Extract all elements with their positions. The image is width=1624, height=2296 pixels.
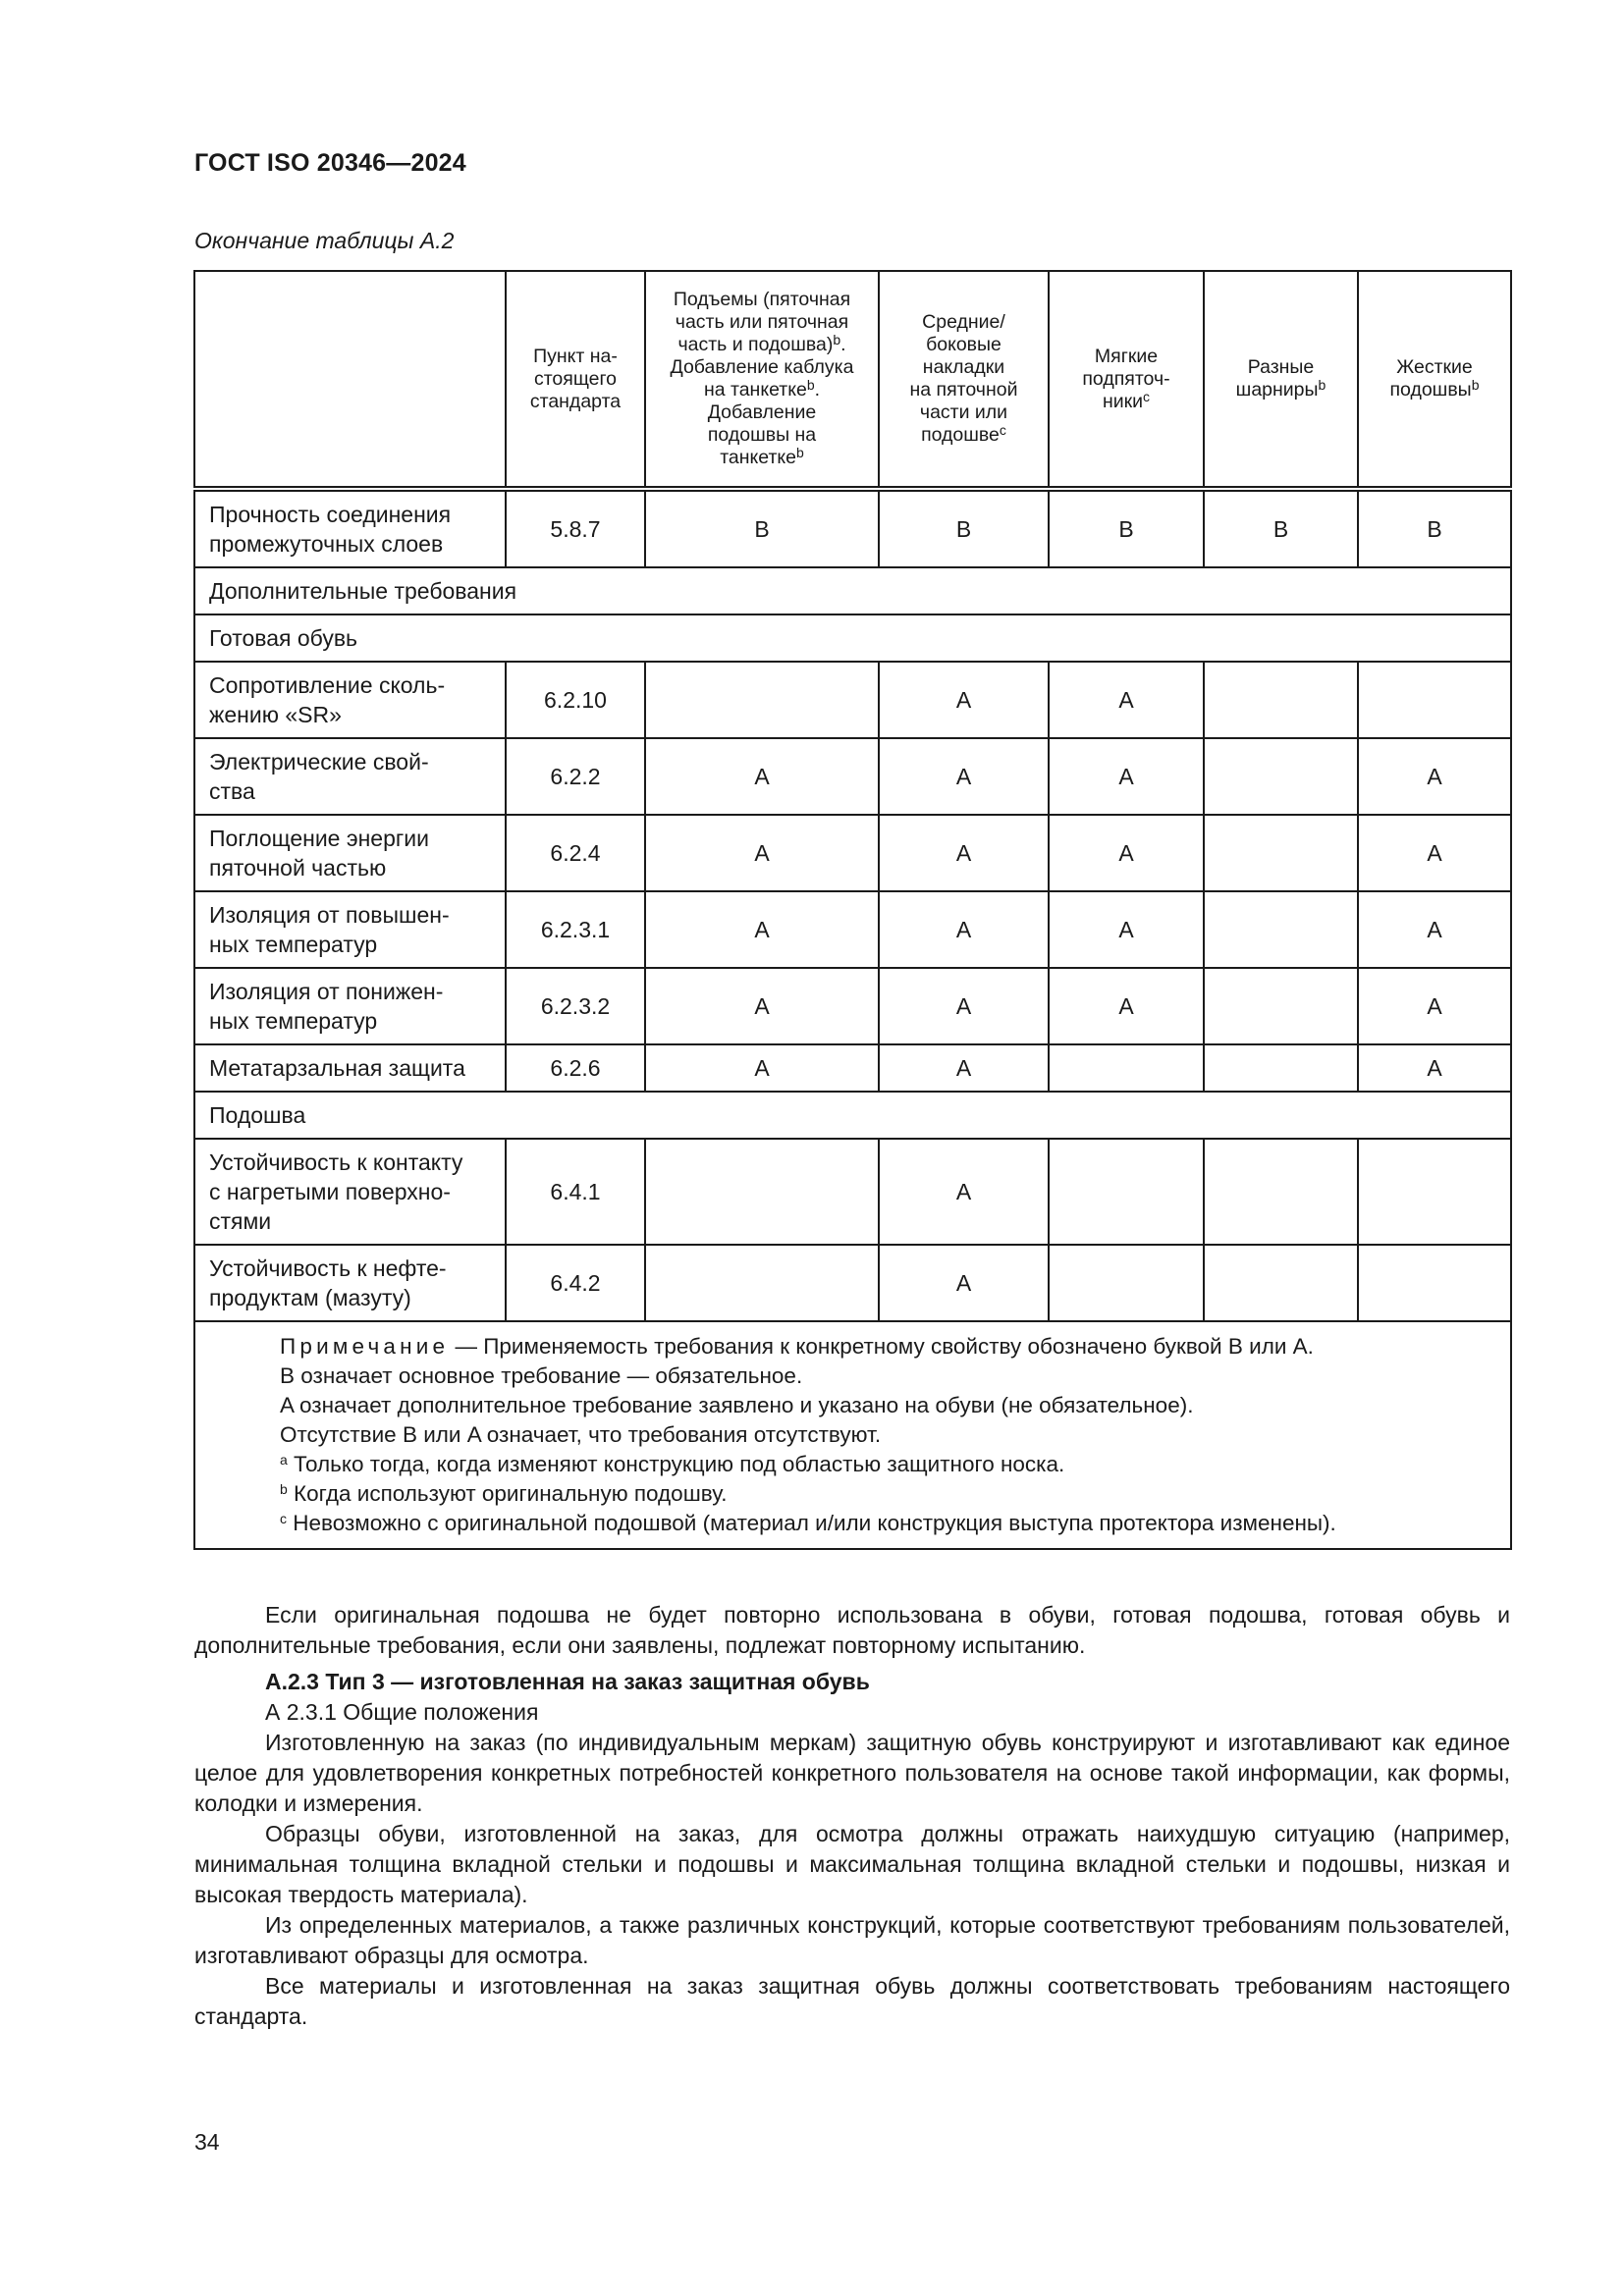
requirement-cell: A: [1049, 738, 1204, 815]
requirement-cell: [645, 662, 879, 738]
section-row: [194, 1092, 1511, 1139]
requirement-cell: [1358, 662, 1511, 738]
table-row: [194, 891, 1511, 968]
paragraph: Если оригинальная подошва не будет повторно использована в обуви, готовая подошва, готовая обувь и дополнительные требования, если они заявлены, подлежат повторному испытанию.: [194, 1602, 1510, 1658]
requirement-cell: A: [1358, 891, 1511, 968]
table-row: [194, 815, 1511, 891]
requirement-cell: B: [1204, 489, 1358, 567]
requirement-cell: [1049, 1245, 1204, 1321]
note-line: $^c$ Невозможно с оригинальной подошвой (материал и/или конструкция выступа протектора изменены).: [280, 1511, 1336, 1535]
property-label: Прочность соединения промежуточных слоев: [194, 489, 506, 567]
column-header: Средние/ боковые накладки на пяточной части или подошве$^c$: [879, 271, 1049, 489]
property-label: Устойчивость к контакту с нагретыми поверхно- стями: [194, 1139, 506, 1245]
requirement-cell: A: [879, 662, 1049, 738]
note-lead: Примечание: [280, 1334, 450, 1359]
requirement-cell: B: [879, 489, 1049, 567]
property-label: Устойчивость к нефте- продуктам (мазуту): [194, 1245, 506, 1321]
body-text: [194, 1600, 1510, 2032]
requirement-cell: A: [879, 891, 1049, 968]
requirement-cell: A: [1049, 662, 1204, 738]
property-label: Электрические свой- ства: [194, 738, 506, 815]
note-line: $^a$ Только тогда, когда изменяют конструкцию под областью защитного носка.: [280, 1452, 1065, 1476]
note-line: A означает дополнительное требование заявлено и указано на обуви (не обязательное).: [280, 1393, 1194, 1417]
table-row: [194, 1245, 1511, 1321]
property-label: Изоляция от повышен- ных температур: [194, 891, 506, 968]
requirement-cell: A: [1049, 815, 1204, 891]
clause-number: 6.2.10: [506, 662, 645, 738]
requirement-cell: A: [645, 738, 879, 815]
requirement-cell: [1049, 1139, 1204, 1245]
note-line: — Применяемость требования к конкретному свойству обозначено буквой B или A.: [449, 1334, 1314, 1359]
column-header: Пункт на- стоящего стандарта: [506, 271, 645, 489]
requirement-cell: [1204, 891, 1358, 968]
section-label: Готовая обувь: [194, 614, 1511, 662]
table-row: [194, 1044, 1511, 1092]
requirement-cell: A: [645, 815, 879, 891]
requirement-cell: B: [1049, 489, 1204, 567]
requirement-cell: [1358, 1245, 1511, 1321]
clause-number: 6.4.1: [506, 1139, 645, 1245]
clause-number: 6.2.4: [506, 815, 645, 891]
requirement-cell: [1358, 1139, 1511, 1245]
column-header: Мягкие подпяточ- ники$^c$: [1049, 271, 1204, 489]
requirement-cell: [1204, 1044, 1358, 1092]
clause-number: 6.2.2: [506, 738, 645, 815]
section-heading: А.2.3 Тип 3 — изготовленная на заказ защитная обувь: [265, 1669, 870, 1694]
requirement-cell: [1204, 968, 1358, 1044]
note-line: Отсутствие B или A означает, что требования отсутствуют.: [280, 1422, 882, 1447]
requirement-cell: [1204, 1245, 1358, 1321]
requirement-cell: A: [879, 1245, 1049, 1321]
requirement-cell: A: [879, 1044, 1049, 1092]
requirement-cell: [1204, 738, 1358, 815]
paragraph: Из определенных материалов, а также различных конструкций, которые соответствуют требованиям пользователей, изготавливают образцы для осмотра.: [194, 1912, 1510, 1968]
requirement-cell: A: [1049, 968, 1204, 1044]
paragraph: Изготовленную на заказ (по индивидуальным меркам) защитную обувь конструируют и изготавливают как единое целое для удовлетворения конкретных потребностей конкретного пользователя на основе такой информации, как формы, колодки и измерения.: [194, 1730, 1510, 1816]
column-header: Разные шарниры$^b$: [1204, 271, 1358, 489]
clause-number: 6.2.3.1: [506, 891, 645, 968]
requirement-cell: A: [879, 968, 1049, 1044]
requirement-cell: A: [1358, 815, 1511, 891]
clause-number: 6.4.2: [506, 1245, 645, 1321]
requirement-cell: A: [879, 738, 1049, 815]
table-row: [194, 489, 1511, 567]
table-row: [194, 968, 1511, 1044]
column-header: Подъемы (пяточная часть или пяточная часть и подошва)$^b$. Добавление каблука на танкетке$^b$. Добавление подошвы на танкетке$^b$: [645, 271, 879, 489]
requirement-cell: [1204, 1139, 1358, 1245]
requirement-cell: A: [645, 968, 879, 1044]
property-label: Поглощение энергии пяточной частью: [194, 815, 506, 891]
page-number: 34: [194, 2129, 220, 2155]
section-row: [194, 614, 1511, 662]
table-row: [194, 662, 1511, 738]
subsection-heading: А 2.3.1 Общие положения: [265, 1699, 539, 1725]
document-id: ГОСТ ISO 20346—2024: [194, 149, 466, 177]
table-row: [194, 738, 1511, 815]
note-line: B означает основное требование — обязательное.: [280, 1363, 803, 1388]
table-header-row: [194, 271, 1511, 489]
property-label: Метатарзальная защита: [194, 1044, 506, 1092]
section-label: Подошва: [194, 1092, 1511, 1139]
section-label: Дополнительные требования: [194, 567, 1511, 614]
requirement-cell: B: [645, 489, 879, 567]
column-header: [194, 271, 506, 489]
requirement-cell: A: [879, 1139, 1049, 1245]
clause-number: 5.8.7: [506, 489, 645, 567]
requirement-cell: [1204, 662, 1358, 738]
section-row: [194, 567, 1511, 614]
requirement-cell: A: [645, 1044, 879, 1092]
requirement-cell: [1204, 815, 1358, 891]
requirement-cell: A: [1358, 738, 1511, 815]
note-row: [194, 1321, 1511, 1549]
note-cell: [194, 1321, 1511, 1549]
requirement-cell: [645, 1139, 879, 1245]
paragraph: Образцы обуви, изготовленной на заказ, для осмотра должны отражать наихудшую ситуацию (например, минимальная толщина вкладной стельки и подошвы и максимальная толщина вкладной стельки и подошвы, низкая и высокая твердость материала).: [194, 1821, 1510, 1907]
column-header: Жесткие подошвы$^b$: [1358, 271, 1511, 489]
property-label: Сопротивление сколь- жению «SR»: [194, 662, 506, 738]
requirement-cell: [645, 1245, 879, 1321]
clause-number: 6.2.3.2: [506, 968, 645, 1044]
table-row: [194, 1139, 1511, 1245]
requirements-table: [193, 270, 1512, 1550]
requirement-cell: A: [1358, 1044, 1511, 1092]
paragraph: Все материалы и изготовленная на заказ защитная обувь должны соответствовать требованиям настоящего стандарта.: [194, 1973, 1510, 2029]
clause-number: 6.2.6: [506, 1044, 645, 1092]
table-caption: Окончание таблицы А.2: [194, 228, 455, 253]
requirement-cell: A: [1049, 891, 1204, 968]
requirement-cell: A: [645, 891, 879, 968]
requirement-cell: A: [879, 815, 1049, 891]
note-line: $^b$ Когда используют оригинальную подошву.: [280, 1481, 728, 1506]
requirement-cell: A: [1358, 968, 1511, 1044]
property-label: Изоляция от понижен- ных температур: [194, 968, 506, 1044]
requirement-cell: B: [1358, 489, 1511, 567]
requirement-cell: [1049, 1044, 1204, 1092]
